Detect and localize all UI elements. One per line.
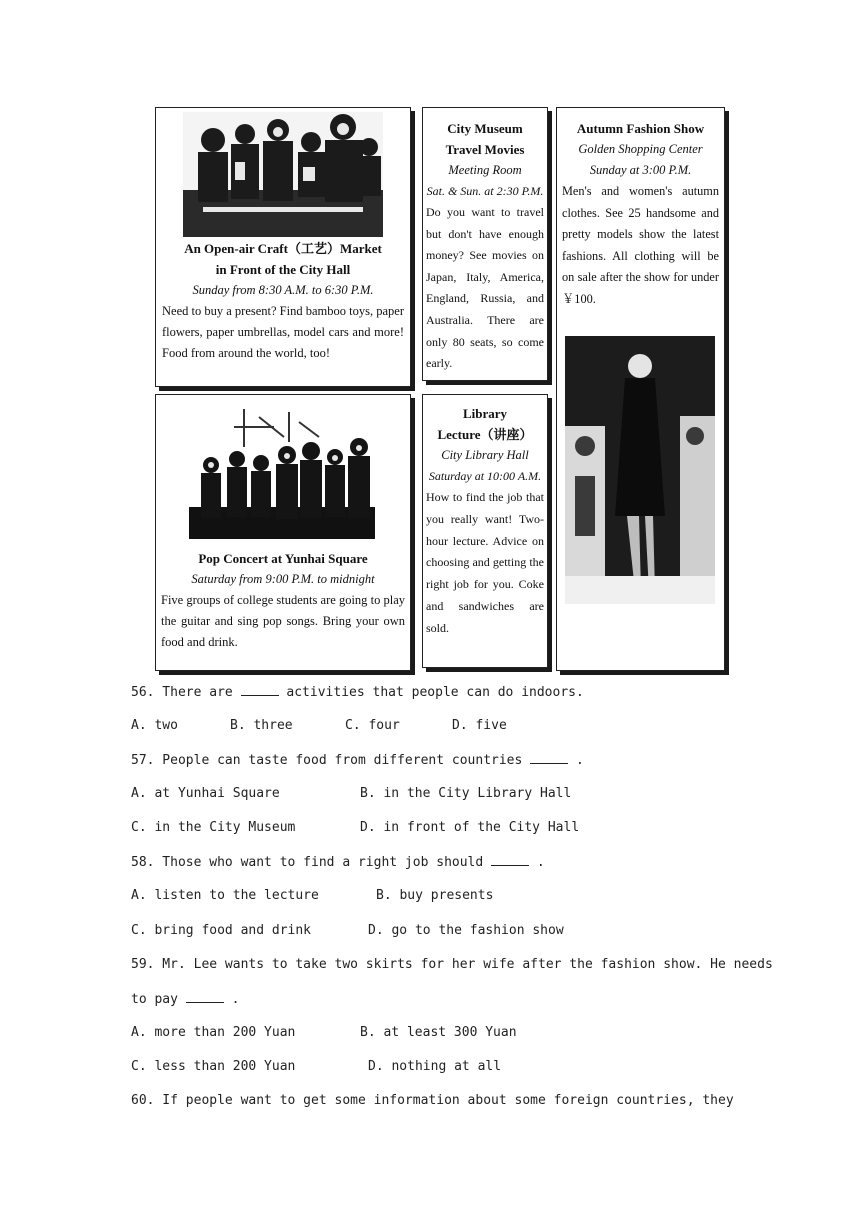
q56-blank bbox=[241, 683, 279, 696]
q56-option-a[interactable]: A. two bbox=[131, 718, 178, 733]
q59-stem-line-2 bbox=[131, 990, 239, 1009]
fashion-title: Autumn Fashion Show bbox=[576, 121, 705, 136]
q59-option-b[interactable]: B. at least 300 Yuan bbox=[360, 1025, 517, 1040]
q57-stem bbox=[131, 751, 584, 770]
library-place: City Library Hall bbox=[441, 448, 529, 462]
concert-body: Five groups of college students are going to play the guitar and sing pop songs. Bring your own food and drink. bbox=[161, 593, 405, 649]
q56-option-c[interactable]: C. four bbox=[345, 718, 400, 733]
q58-blank bbox=[491, 853, 529, 866]
q59-text-pre: to pay bbox=[131, 992, 186, 1007]
q57-blank bbox=[530, 751, 568, 764]
museum-time: Sat. & Sun. at 2:30 P.M. bbox=[426, 184, 544, 198]
concert-time: Saturday from 9:00 P.M. to midnight bbox=[191, 572, 375, 586]
q58-stem bbox=[131, 853, 545, 872]
q56-stem bbox=[131, 683, 584, 702]
craft-title-2: in Front of the City Hall bbox=[215, 262, 351, 277]
q59-text-post: . bbox=[223, 992, 240, 1007]
concert-title: Pop Concert at Yunhai Square bbox=[198, 551, 368, 566]
fashion-show-ad bbox=[556, 107, 725, 671]
q56-options bbox=[131, 717, 507, 735]
q58-option-b[interactable]: B. buy presents bbox=[376, 888, 494, 903]
q58-options-row-2 bbox=[131, 922, 564, 940]
q56-option-d[interactable]: D. five bbox=[452, 718, 507, 733]
q57-option-b[interactable]: B. in the City Library Hall bbox=[360, 786, 572, 801]
q58-option-d[interactable]: D. go to the fashion show bbox=[368, 923, 564, 938]
q59-blank bbox=[186, 990, 224, 1003]
pop-concert-ad bbox=[155, 394, 411, 671]
q59-options-row-2 bbox=[131, 1058, 501, 1076]
q58-options-row-1 bbox=[131, 887, 493, 905]
craft-title-1: An Open-air Craft（工艺）Market bbox=[184, 241, 382, 256]
q58-option-c[interactable]: C. bring food and drink bbox=[131, 923, 312, 938]
q57-option-c[interactable]: C. in the City Museum bbox=[131, 820, 296, 835]
library-body: How to find the job that you really want! Two-hour lecture. Advice on choosing and getting the right job for you. Coke and sandwiches are sold. bbox=[426, 490, 544, 635]
pop-concert-photo bbox=[189, 407, 375, 539]
library-title-2: Lecture（讲座） bbox=[437, 427, 533, 442]
fashion-place: Golden Shopping Center bbox=[578, 142, 703, 156]
fashion-model-photo bbox=[565, 336, 715, 604]
library-title-1: Library bbox=[462, 406, 508, 421]
craft-market-ad bbox=[155, 107, 411, 387]
q57-option-a[interactable]: A. at Yunhai Square bbox=[131, 786, 280, 801]
museum-title-1: City Museum bbox=[447, 121, 523, 136]
museum-title-2: Travel Movies bbox=[445, 142, 525, 157]
q58-option-a[interactable]: A. listen to the lecture bbox=[131, 888, 319, 903]
q59-option-c[interactable]: C. less than 200 Yuan bbox=[131, 1059, 296, 1074]
q58-text-pre: 58. Those who want to find a right job should bbox=[131, 855, 492, 870]
q60-stem-line-1: 60. If people want to get some information about some foreign countries, they bbox=[131, 1093, 734, 1108]
q58-text-post: . bbox=[529, 855, 545, 870]
library-lecture-ad bbox=[422, 394, 548, 668]
library-time: Saturday at 10:00 A.M. bbox=[428, 469, 542, 483]
q57-option-d[interactable]: D. in front of the City Hall bbox=[360, 820, 580, 835]
q56-option-b[interactable]: B. three bbox=[230, 718, 293, 733]
fashion-time: Sunday at 3:00 P.M. bbox=[589, 163, 692, 177]
museum-body: Do you want to travel but don't have enough money? See movies on Japan, Italy, America, England, Russia, and Australia. There are only 80 seats, so come early. bbox=[426, 205, 544, 371]
fashion-body: Men's and women's autumn clothes. See 25 handsome and pretty models show the latest fashions. All clothing will be on sale after the show for under ￥100. bbox=[562, 184, 719, 306]
q59-options-row-1 bbox=[131, 1024, 517, 1042]
q57-text-pre: 57. People can taste food from different countries bbox=[131, 753, 531, 768]
q59-option-a[interactable]: A. more than 200 Yuan bbox=[131, 1025, 296, 1040]
q56-text-post: activities that people can do indoors. bbox=[278, 685, 584, 700]
q57-options-row-1 bbox=[131, 785, 571, 803]
q57-text-post: . bbox=[568, 753, 584, 768]
craft-time: Sunday from 8:30 A.M. to 6:30 P.M. bbox=[192, 283, 374, 297]
craft-body: Need to buy a present? Find bamboo toys, paper flowers, paper umbrellas, model cars and more! Food from around the world, too! bbox=[162, 304, 404, 360]
q59-stem-line-1: 59. Mr. Lee wants to take two skirts for her wife after the fashion show. He needs bbox=[131, 957, 773, 972]
museum-ad bbox=[422, 107, 548, 381]
q56-text-pre: 56. There are bbox=[131, 685, 241, 700]
museum-place: Meeting Room bbox=[448, 163, 522, 177]
craft-market-photo bbox=[183, 112, 383, 237]
q59-option-d[interactable]: D. nothing at all bbox=[368, 1059, 502, 1074]
q57-options-row-2 bbox=[131, 819, 579, 837]
